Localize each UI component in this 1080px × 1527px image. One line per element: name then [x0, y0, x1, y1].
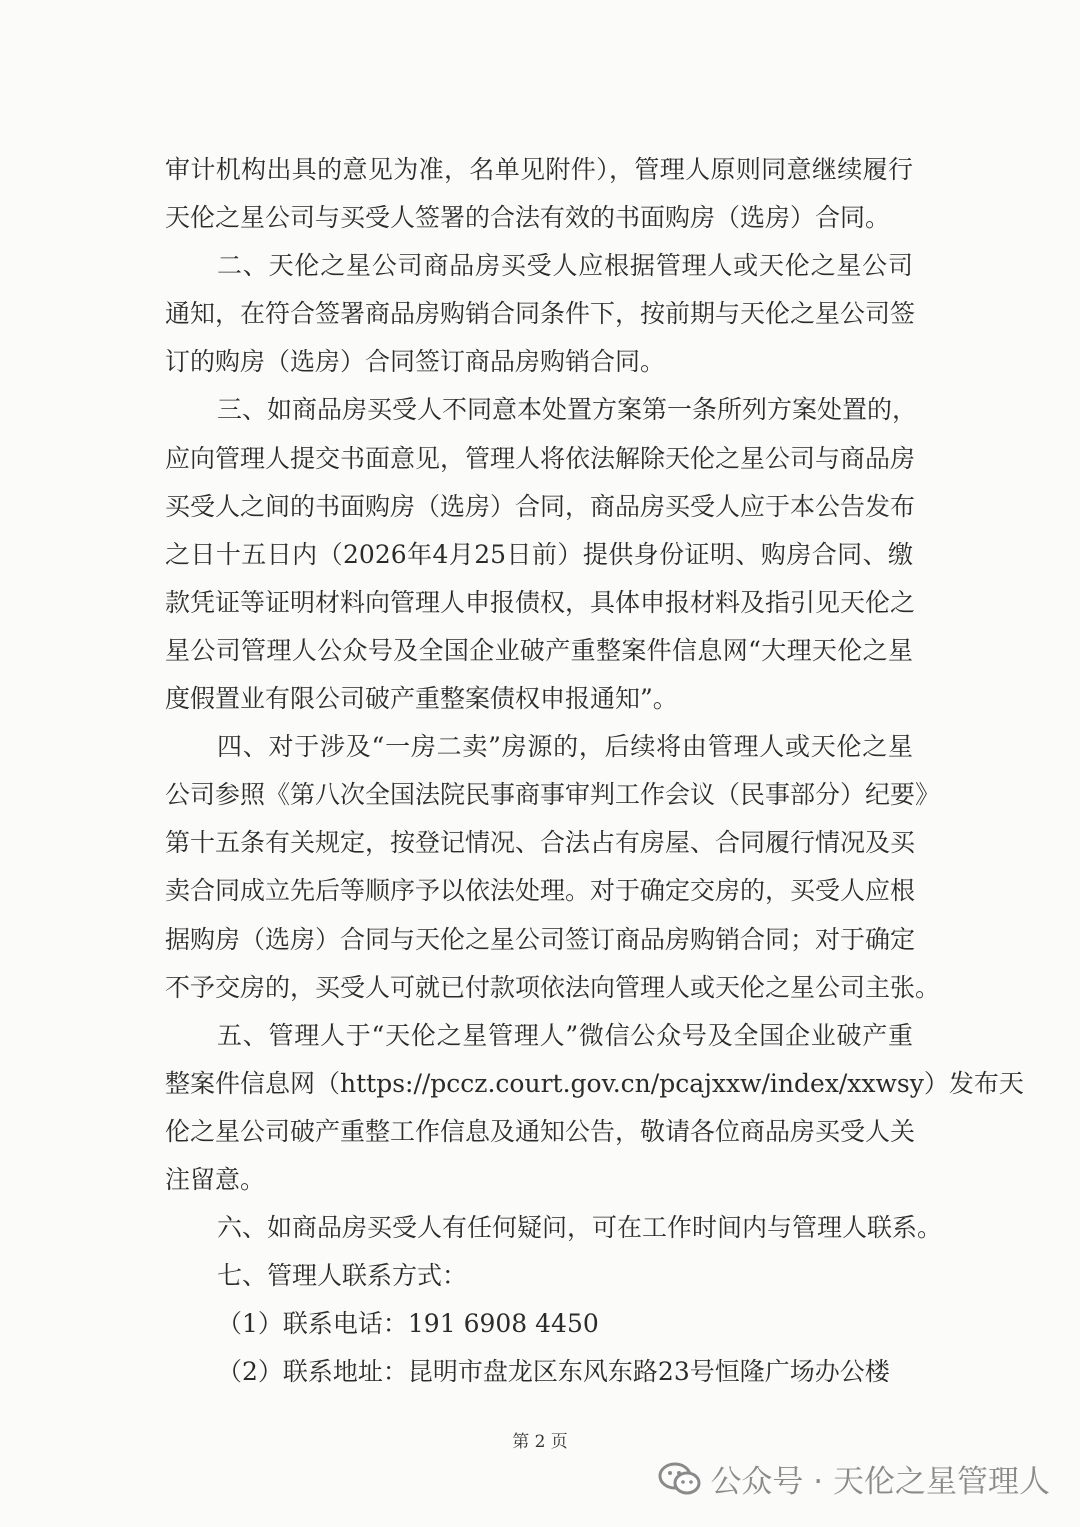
text-line: 星公司管理人公众号及全国企业破产重整案件信息网“大理天伦之星 — [165, 635, 913, 665]
text-line: 公司参照《第八次全国法院民事商事审判工作会议（民事部分）纪要》 — [165, 780, 941, 810]
text-line: 天伦之星公司与买受人签署的合法有效的书面购房（选房）合同。 — [165, 203, 891, 233]
text-line: 据购房（选房）合同与天伦之星公司签订商品房购销合同；对于确定 — [165, 924, 916, 954]
text-line: 二、天伦之星公司商品房买受人应根据管理人或天伦之星公司 — [217, 251, 913, 281]
text-line: 应向管理人提交书面意见，管理人将依法解除天伦之星公司与商品房 — [165, 443, 916, 473]
text-line: 三、如商品房买受人不同意本处置方案第一条所列方案处置的， — [217, 395, 918, 425]
text-line: 审计机构出具的意见为准，名单见附件），管理人原则同意继续履行 — [165, 155, 913, 184]
page-number: 第 2 页 — [512, 1432, 568, 1452]
text-line: （2）联系地址：昆明市盘龙区东风东路23号恒隆广场办公楼 — [217, 1357, 890, 1387]
text-line: 七、管理人联系方式： — [217, 1261, 468, 1291]
text-line: 之日十五日内（2026年4月25日前）提供身份证明、购房合同、缴 — [165, 539, 913, 569]
text-line: 通知，在符合签署商品房购销合同条件下，按前期与天伦之星公司签 — [165, 299, 916, 329]
text-line: 度假置业有限公司破产重整案债权申报通知”。 — [165, 684, 678, 714]
text-line: 第十五条有关规定，按登记情况、合法占有房屋、合同履行情况及买 — [165, 828, 916, 858]
text-line: 订的购房（选房）合同签订商品房购销合同。 — [165, 347, 666, 377]
text-line: （1）联系电话：191 6908 4450 — [217, 1309, 599, 1339]
text-line: 买受人之间的书面购房（选房）合同，商品房买受人应于本公告发布 — [165, 491, 916, 521]
text-line: 款凭证等证明材料向管理人申报债权，具体申报材料及指引见天伦之 — [165, 587, 916, 617]
document-body — [165, 146, 1024, 1396]
text-line: 不予交房的，买受人可就已付款项依法向管理人或天伦之星公司主张。 — [165, 972, 941, 1002]
watermark-text: 公众号 · 天伦之星管理人 — [710, 1464, 1050, 1500]
text-line: 卖合同成立先后等顺序予以依法处理。对于确定交房的，买受人应根 — [165, 876, 916, 906]
text-line: 整案件信息网（https://pccz.court.gov.cn/pcajxxw/index/xxwsy）发布天 — [165, 1068, 1024, 1098]
watermark — [658, 1456, 1050, 1501]
text-line: 六、如商品房买受人有任何疑问，可在工作时间内与管理人联系。 — [217, 1213, 943, 1243]
text-line: 四、对于涉及“一房二卖”房源的，后续将由管理人或天伦之星 — [217, 732, 913, 762]
text-line: 五、管理人于“天伦之星管理人”微信公众号及全国企业破产重 — [217, 1020, 913, 1050]
text-line: 伦之星公司破产重整工作信息及通知公告，敬请各位商品房买受人关 — [165, 1116, 916, 1146]
text-line: 注留意。 — [165, 1164, 266, 1194]
wechat-official-account-icon — [658, 1461, 702, 1497]
